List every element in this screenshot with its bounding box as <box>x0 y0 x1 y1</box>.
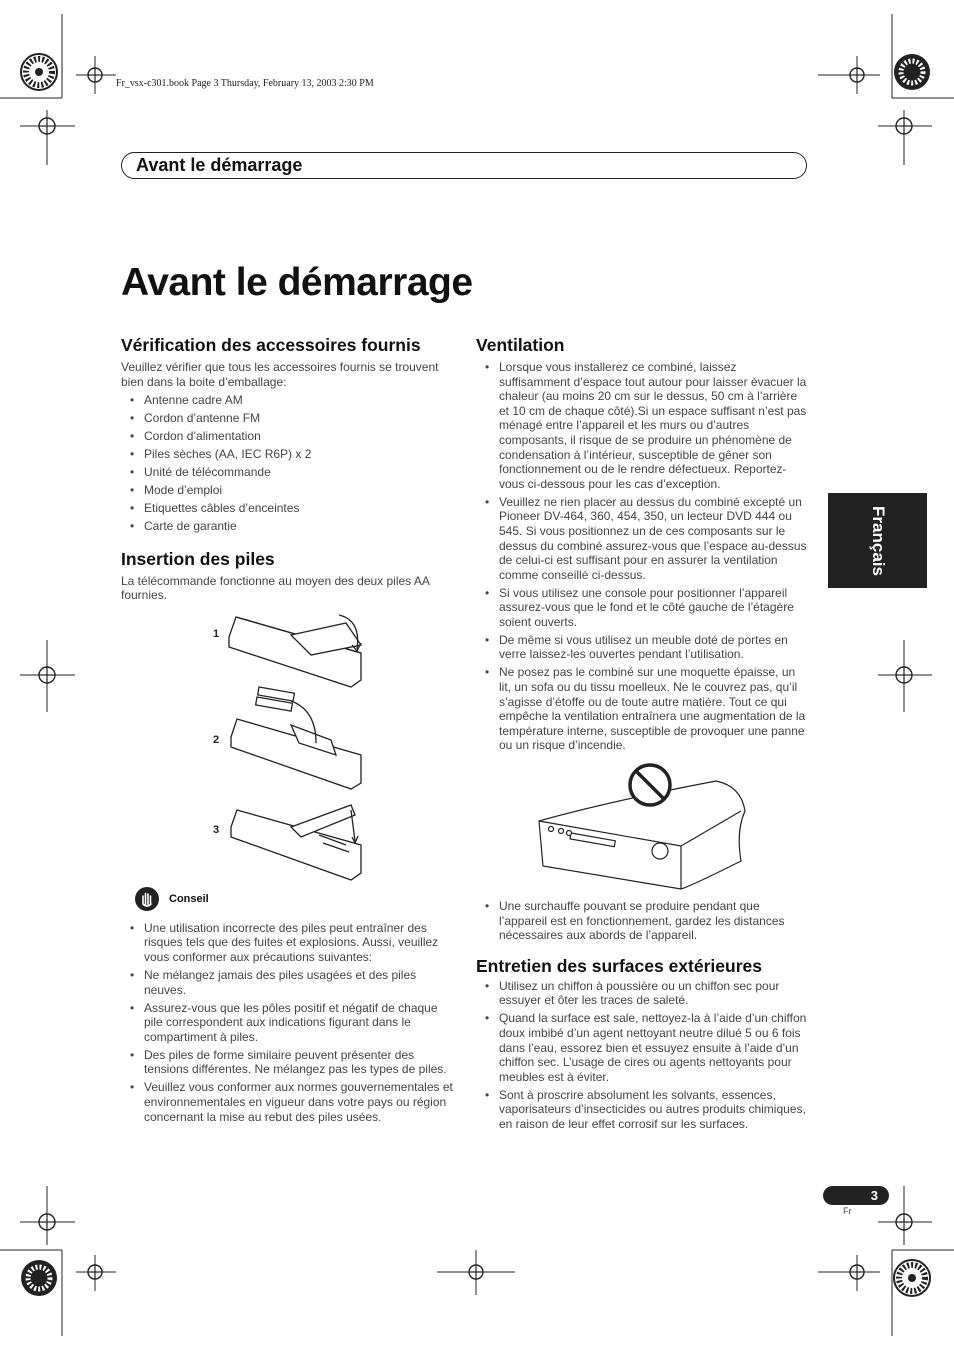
list-item: • Assurez-vous que les pôles positif et négatif de chaque pile correspondent aux indications figurant dans le compartiment à piles. <box>121 1001 456 1045</box>
maintenance-heading: Entretien des surfaces extérieures <box>476 955 762 976</box>
list-item: • Veuillez ne rien placer au dessus du combiné excepté un Pioneer DV-464, 360, 454, 350, un lecteur DVD 444 ou 545. Si vous positionnez un de ces composants sur le dessus du combiné assurez-vous que l’espace au-dessus de celui-ci est suffisant pour en assurer la ventilation comme conseillé ci-dessus. <box>476 495 809 583</box>
list-item: • Mode d’emploi <box>121 483 456 498</box>
list-item: • Des piles de forme similaire peuvent présenter des tensions différentes. Ne mélangez pas les types de piles. <box>121 1048 456 1077</box>
list-item: • Cordon d’alimentation <box>121 429 456 444</box>
left-column <box>121 334 456 1128</box>
page-title: Avant le démarrage <box>121 261 473 304</box>
list-item: • Utilisez un chiffon à poussière ou un chiffon sec pour essuyer et ôter les traces de saleté. <box>476 979 809 1008</box>
maintenance-list <box>476 979 809 1132</box>
list-item: • Piles sèches (AA, IEC R6P) x 2 <box>121 447 456 462</box>
ventilation-heading: Ventilation <box>476 335 565 355</box>
ventilation-list <box>476 360 809 753</box>
page-language-code: Fr <box>843 1206 852 1216</box>
covered-receiver-illustration <box>531 761 751 897</box>
page-number: 3 <box>870 1188 878 1203</box>
list-item: • De même si vous utilisez un meuble doté de portes en verre laissez-les ouvertes pendant l’utilisation. <box>476 633 809 662</box>
prohibited-icon <box>630 765 670 805</box>
remote-battery-illustration <box>221 605 371 885</box>
accessories-intro: Veuillez vérifier que tous les accessoires fournis se trouvent bien dans la boite d’emballage: <box>121 360 439 389</box>
battery-illustrations <box>121 603 456 887</box>
ventilation-extra-list <box>476 899 809 943</box>
list-item: • Une surchauffe pouvant se produire pendant que l’appareil est en fonctionnement, gardez les distances nécessaires aux abords de l’appareil. <box>476 899 809 943</box>
language-tab-label: Français <box>868 505 888 576</box>
list-item: • Carte de garantie <box>121 519 456 534</box>
list-item: • Ne posez pas le combiné sur une moquette épaisse, un lit, un sofa ou du tissu moelleux. Ne le couvrez pas, qu’il s’agisse d’étoffe ou de toute autre matière. Tout ce qui empêche la ventilation entraînera une augmentation de la température interne, susceptible de provoquer une panne ou un risque d’incendie. <box>476 665 809 753</box>
print-info: Fr_vsx-c301.book Page 3 Thursday, February 13, 2003 2:30 PM <box>116 78 374 89</box>
tip-list <box>121 921 456 1124</box>
list-item: • Lorsque vous installerez ce combiné, laissez suffisamment d’espace tout autour pour laisser évacuer la chaleur (au moins 20 cm sur le dessus, 50 cm à l’arrière et 10 cm de chaque côté).Si un espace suffisant n’est pas ménagé entre l’appareil et les murs ou d’autres composants, il risque de se produire un phénomène de condensation à l’intérieur, susceptible de gêner son fonctionnement ou de le rendre défectueux. Reportez-vous ci-dessous pour les cas d’exception. <box>476 360 809 491</box>
section-header-title: Avant le démarrage <box>136 155 303 175</box>
hand-icon <box>135 887 159 911</box>
list-item: • Antenne cadre AM <box>121 393 456 408</box>
list-item: • Ne mélangez jamais des piles usagées et des piles neuves. <box>121 968 456 997</box>
list-item: • Quand la surface est sale, nettoyez-la à l’aide d’un chiffon doux imbibé d’un agent nettoyant neutre dilué 5 ou 6 fois dans l’eau, essorez bien et essuyez ensuite à l’aide d’un chiffon sec. L’usage de cires ou agents nettoyants pour meubles est à éviter. <box>476 1011 809 1084</box>
list-item: • Cordon d’antenne FM <box>121 411 456 426</box>
list-item: • Veuillez vous conformer aux normes gouvernementales et environnementales en vigueur dans votre pays ou région concernant la mise au rebut des piles usées. <box>121 1080 456 1124</box>
batteries-intro: La télécommande fonctionne au moyen des deux piles AA fournies. <box>121 573 430 603</box>
right-column <box>476 334 809 1135</box>
step-3-label: 3 <box>213 823 220 836</box>
receiver-on-carpet-illustration <box>476 761 809 899</box>
step-2-label: 2 <box>213 733 220 746</box>
list-item: • Si vous utilisez une console pour positionner l’appareil assurez-vous que le fond et le côté gauche de l’étagère soient ouverts. <box>476 586 809 630</box>
step-1-label: 1 <box>213 627 220 640</box>
batteries-heading: Insertion des piles <box>121 548 275 569</box>
list-item: • Sont à proscrire absolument les solvants, essences, vaporisateurs d’insecticides ou autres produits chimiques, en raison de leur effet corrosif sur les surfaces. <box>476 1088 809 1132</box>
list-item: • Unité de télécommande <box>121 465 456 480</box>
tip-label: Conseil <box>169 892 209 905</box>
list-item: • Une utilisation incorrecte des piles peut entraîner des risques tels que des fuites et explosions. Aussi, veuillez vous conformer aux précautions suivantes: <box>121 921 456 965</box>
accessories-list <box>121 393 456 533</box>
list-item: • Etiquettes câbles d’enceintes <box>121 501 456 516</box>
tip-header <box>135 887 456 911</box>
accessories-heading: Vérification des accessoires fournis <box>121 335 421 355</box>
